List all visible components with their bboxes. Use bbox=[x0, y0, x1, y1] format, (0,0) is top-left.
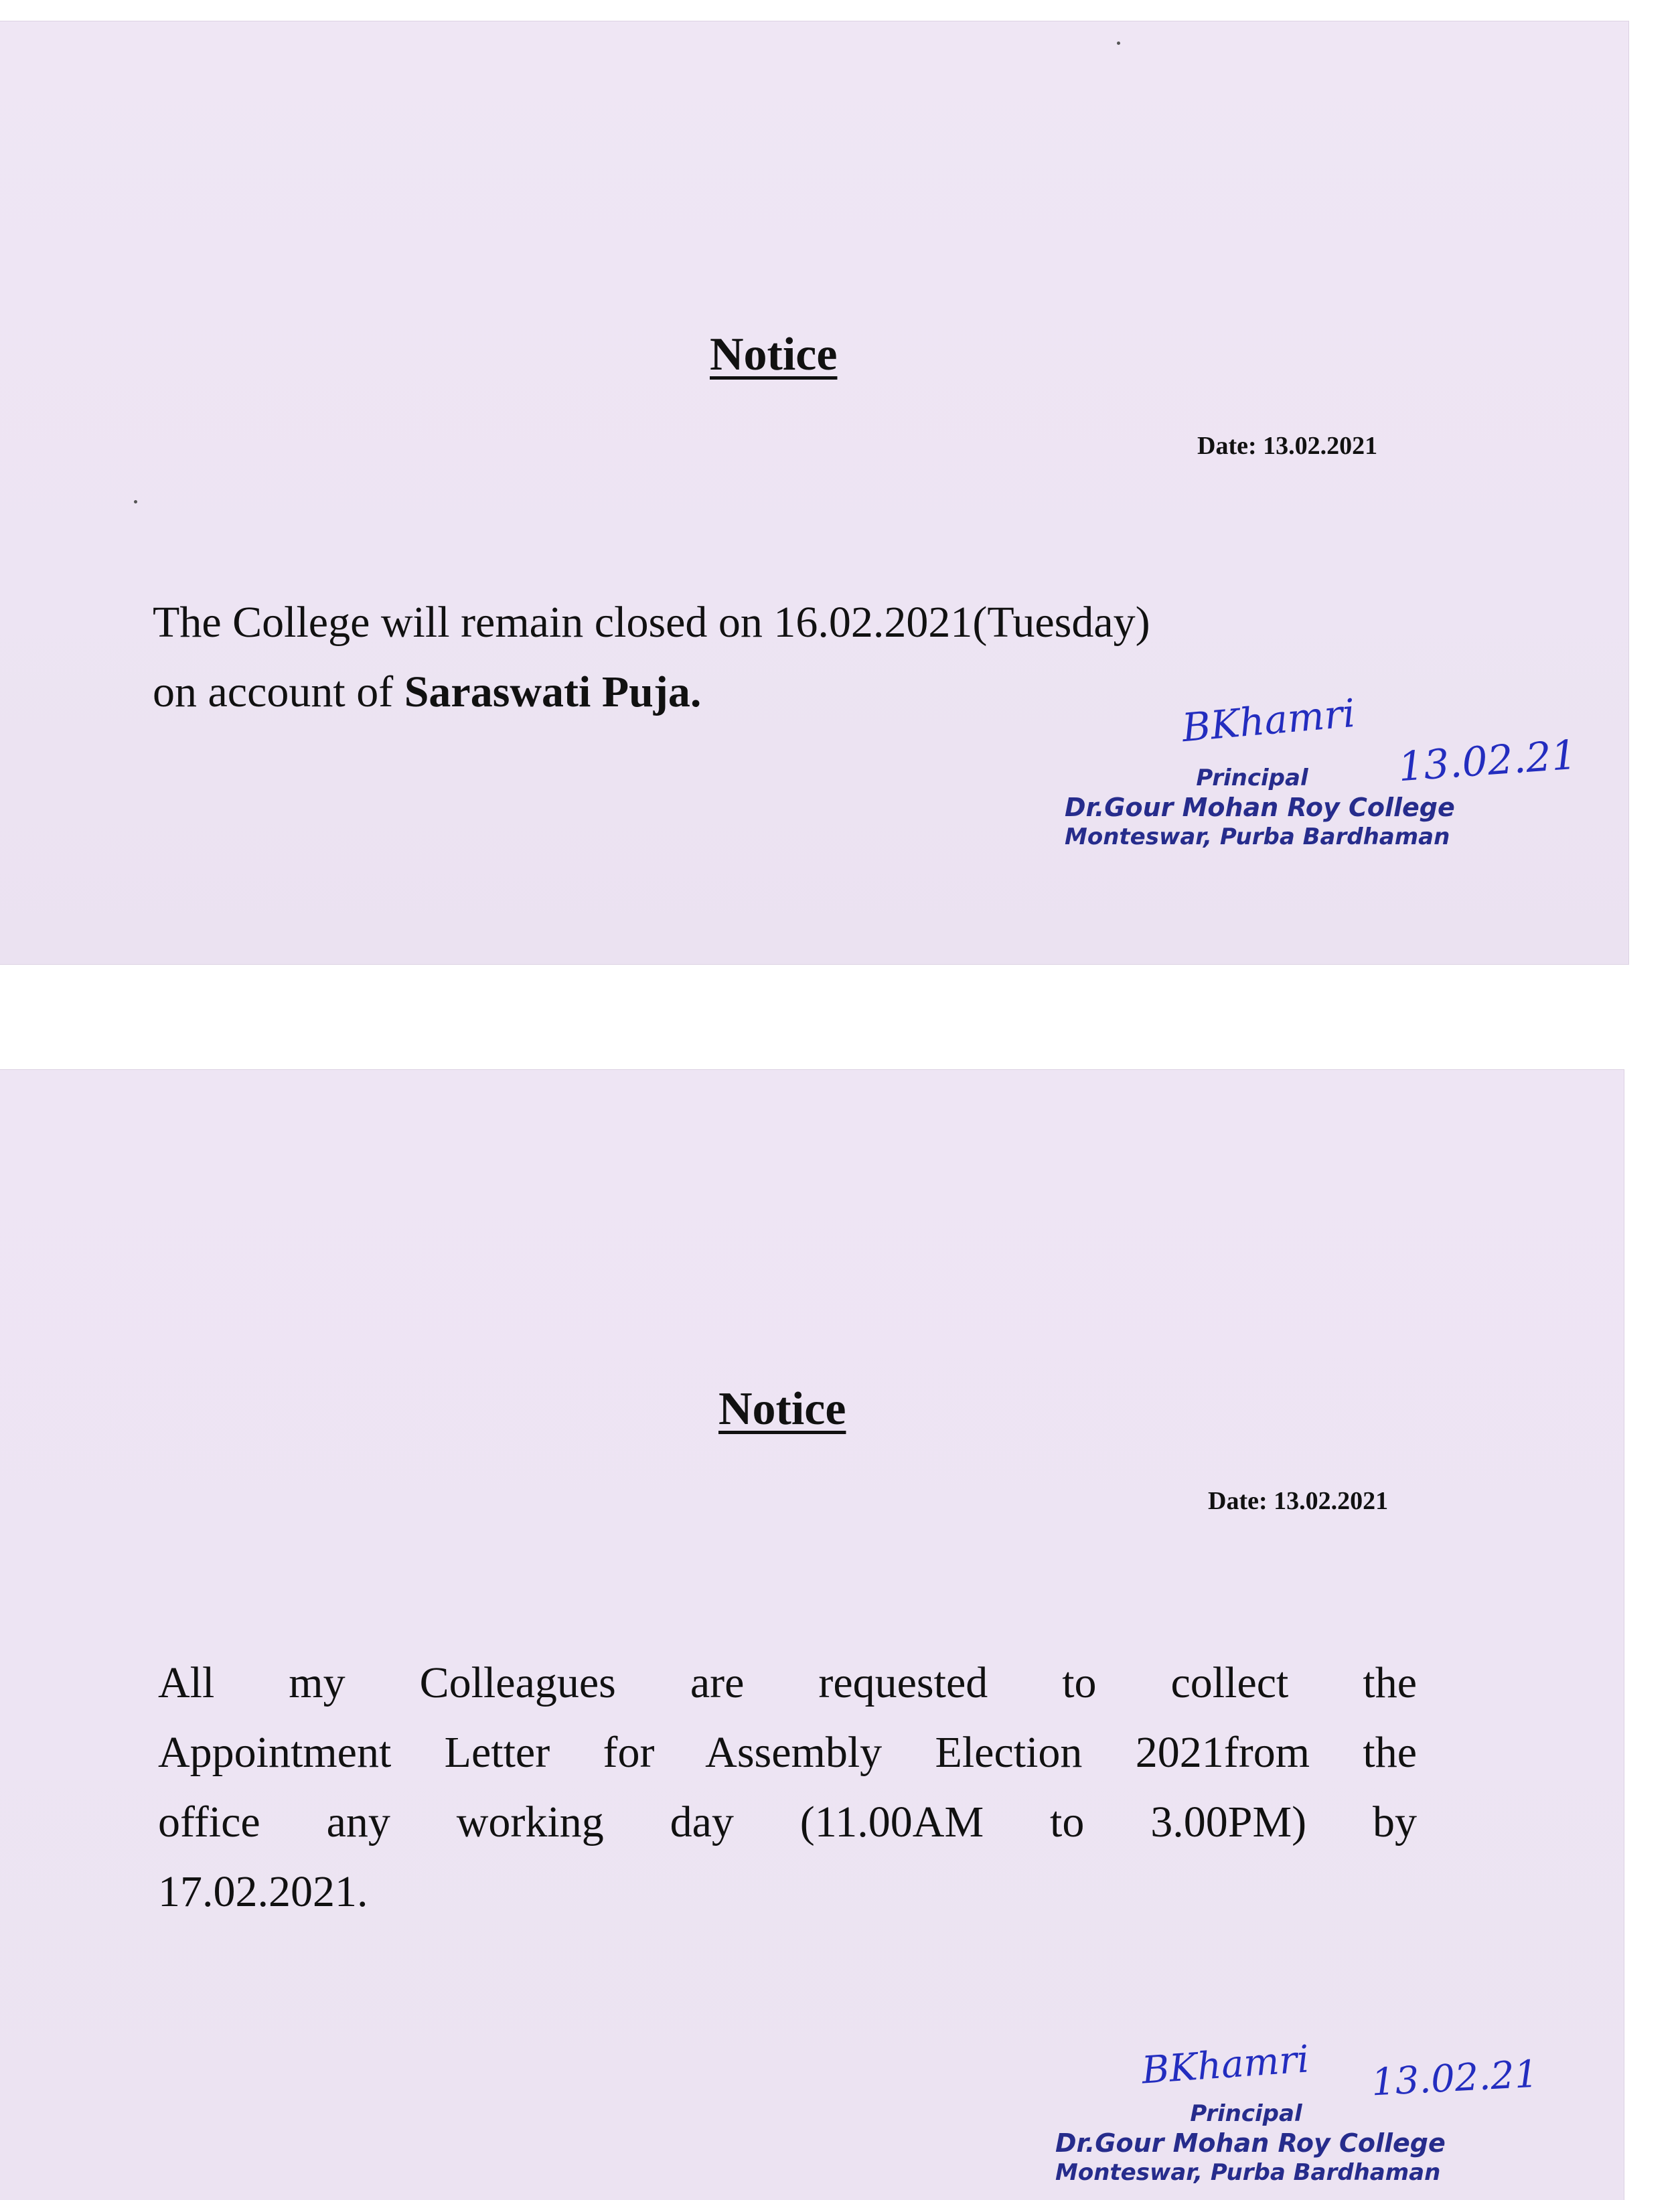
stamp-org: Dr.Gour Mohan Roy College bbox=[1065, 793, 1455, 822]
notice-date: Date: 13.02.2021 bbox=[1208, 1487, 1389, 1515]
handwritten-signature: BKhamri bbox=[1180, 690, 1357, 751]
notice-body bbox=[158, 1648, 1417, 1927]
handwritten-date: 13.02.21 bbox=[1370, 2052, 1539, 2105]
notice-date: Date: 13.02.2021 bbox=[1197, 432, 1378, 460]
notice-body-line: office any working day (11.00AM to 3.00PM) by bbox=[158, 1798, 1417, 1847]
notice-body-text: on account of bbox=[153, 667, 404, 716]
paper-speck bbox=[1117, 42, 1120, 45]
stamp-title: Principal bbox=[1196, 765, 1308, 791]
stamp-org: Dr.Gour Mohan Roy College bbox=[1055, 2128, 1446, 2158]
notice-title: Notice bbox=[718, 1383, 846, 1435]
notice-title: Notice bbox=[710, 329, 838, 380]
stamp-place: Monteswar, Purba Bardhaman bbox=[1065, 823, 1450, 850]
handwritten-signature: BKhamri bbox=[1140, 2037, 1311, 2093]
notice-sheet-bottom bbox=[0, 1070, 1624, 2200]
notice-body-line: 17.02.2021. bbox=[158, 1867, 368, 1916]
notice-body bbox=[153, 588, 1150, 727]
stamp-title: Principal bbox=[1190, 2100, 1302, 2127]
paper-speck bbox=[134, 500, 137, 503]
principal-stamp bbox=[1055, 2099, 1446, 2187]
stamp-place: Monteswar, Purba Bardhaman bbox=[1055, 2159, 1441, 2186]
notice-body-line: All my Colleagues are requested to collect the bbox=[158, 1658, 1417, 1707]
handwritten-date: 13.02.21 bbox=[1396, 731, 1579, 791]
notice-body-line bbox=[153, 657, 1150, 727]
principal-stamp bbox=[1065, 763, 1455, 852]
notice-body-line: The College will remain closed on 16.02.2021(Tuesday) bbox=[153, 598, 1150, 647]
notice-body-line: Appointment Letter for Assembly Election 2021from the bbox=[158, 1728, 1417, 1777]
festival-name: Saraswati Puja. bbox=[404, 667, 702, 716]
